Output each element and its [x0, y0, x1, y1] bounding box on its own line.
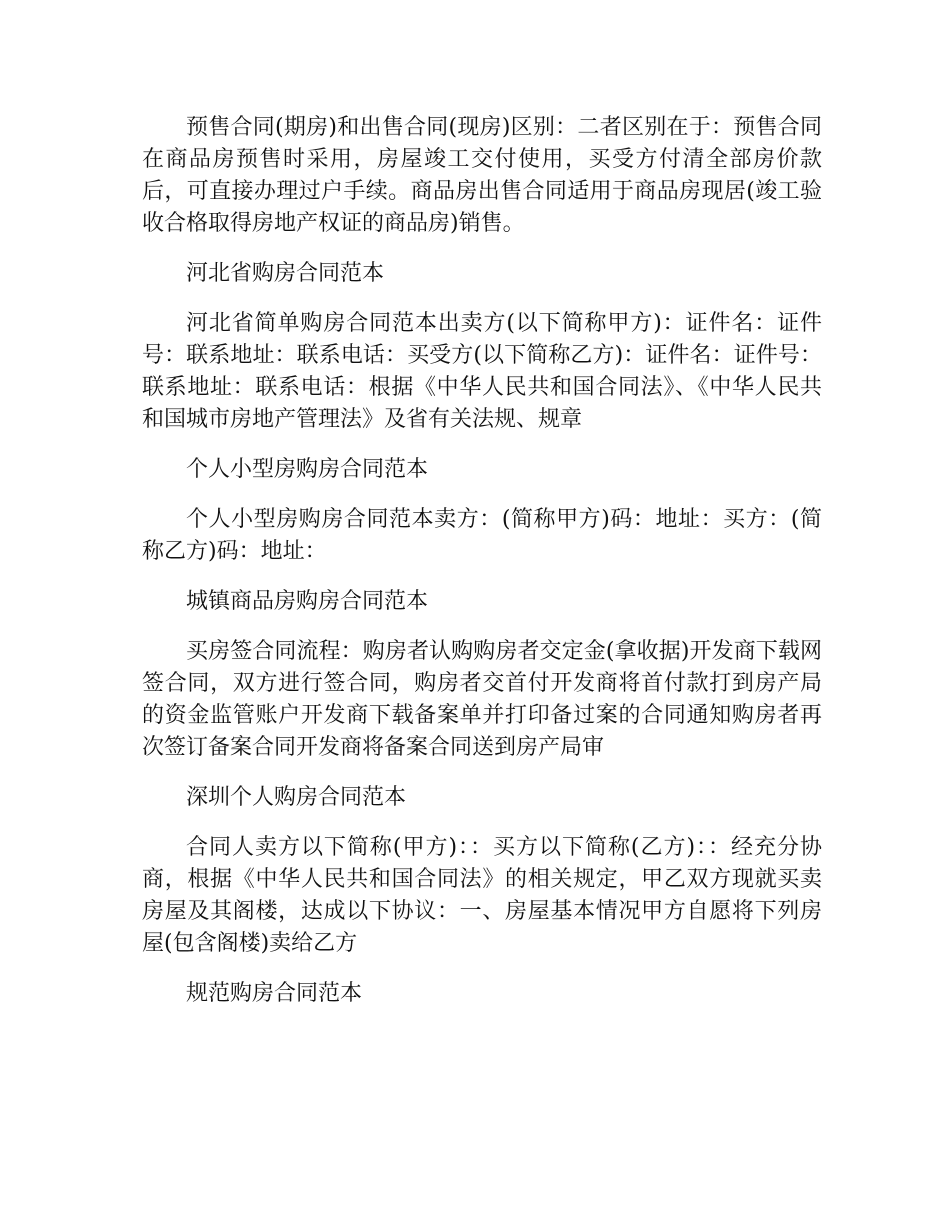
heading-shenzhen-contract: 深圳个人购房合同范本 [186, 785, 407, 810]
document-body [142, 112, 822, 1028]
paragraph-shenzhen-contract: 合同人卖方以下简称(甲方)：：买方以下简称(乙方)：：经充分协商，根据《中华人民共和国合同法》的相关规定，甲乙双方现就买卖房屋及其阁楼，达成以下协议：一、房屋基本情况甲方自愿将下列房屋(包含阁楼)卖给乙方 [142, 835, 822, 956]
paragraph-signing-process: 买房签合同流程：购房者认购购房者交定金(拿收据)开发商下载网签合同，双方进行签合同，购房者交首付开发商将首付款打到房产局的资金监管账户开发商下载备案单并打印备过案的合同通知购房者再次签订备案合同开发商将备案合同送到房产局审 [142, 639, 822, 760]
heading-urban-commercial-contract: 城镇商品房购房合同范本 [186, 589, 429, 614]
paragraph-presale-vs-sale: 预售合同(期房)和出售合同(现房)区别：二者区别在于：预售合同在商品房预售时采用，房屋竣工交付使用，买受方付清全部房价款后，可直接办理过户手续。商品房出售合同适用于商品房现居(竣工验收合格取得房地产权证的商品房)销售。 [142, 115, 822, 236]
heading-hebei-contract: 河北省购房合同范本 [186, 261, 385, 286]
paragraph-small-house-contract: 个人小型房购房合同范本卖方：(简称甲方)码：地址：买方：(简称乙方)码：地址： [142, 507, 822, 564]
paragraph-hebei-contract: 河北省简单购房合同范本出卖方(以下简称甲方)：证件名：证件号：联系地址：联系电话：买受方(以下简称乙方)：证件名：证件号：联系地址：联系电话：根据《中华人民共和国合同法》、《中华人民共和国城市房地产管理法》及省有关法规、规章 [142, 311, 822, 432]
heading-standard-contract: 规范购房合同范本 [186, 981, 363, 1006]
heading-small-house-contract: 个人小型房购房合同范本 [186, 457, 429, 482]
